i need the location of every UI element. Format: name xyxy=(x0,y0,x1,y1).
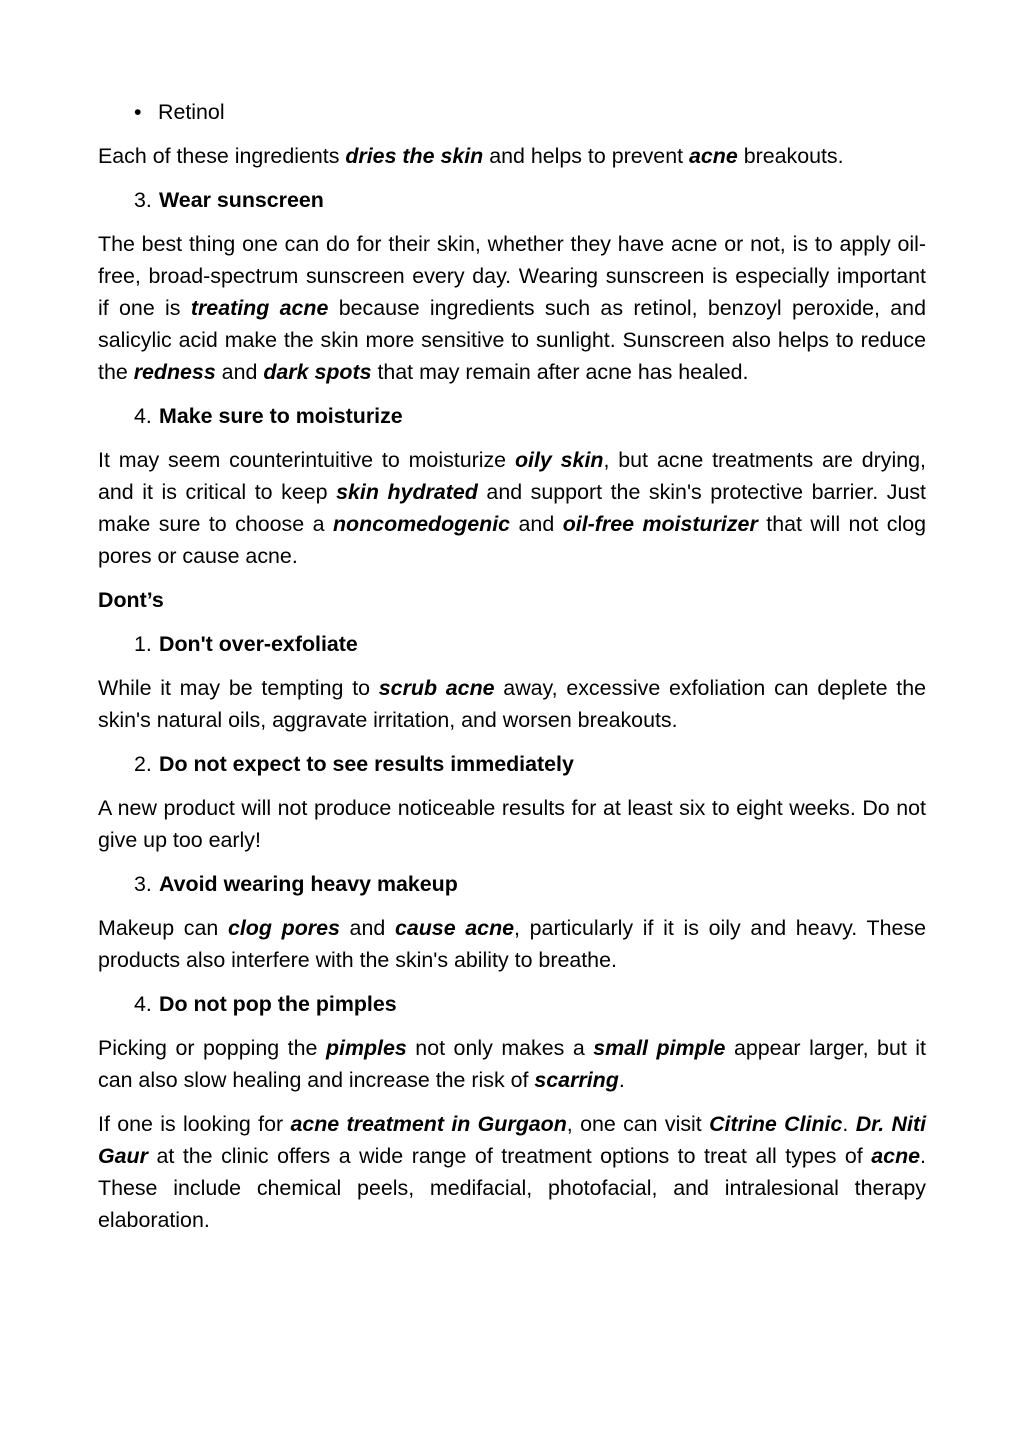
text-run: Makeup can xyxy=(98,916,228,940)
heading-title: Avoid wearing heavy makeup xyxy=(159,872,458,896)
numbered-heading-wear-sunscreen xyxy=(134,184,926,216)
bullet-list-item xyxy=(134,96,926,128)
text-run: breakouts. xyxy=(737,144,844,168)
emphasis-text: clog pores xyxy=(227,916,340,940)
text-run: . xyxy=(842,1112,856,1136)
emphasis-text: cause acne xyxy=(394,916,515,940)
text-run: It may seem counterintuitive to moisturize xyxy=(98,448,515,472)
text-run: and xyxy=(510,512,563,536)
emphasis-text: acne xyxy=(688,144,738,168)
heading-title: Do not pop the pimples xyxy=(159,992,397,1016)
numbered-heading-results xyxy=(134,748,926,780)
emphasis-text: oil-free moisturizer xyxy=(562,512,758,536)
emphasis-text: dries the skin xyxy=(345,144,484,168)
text-run: Picking or popping the xyxy=(98,1036,326,1060)
list-number: 4. xyxy=(134,404,152,428)
bullet-text: Retinol xyxy=(158,100,225,124)
emphasis-text: Dr. Niti Gaur xyxy=(98,1112,927,1168)
text-run: . These include chemical peels, medifacial, photofacial, and intralesional therapy elaboration. xyxy=(98,1144,926,1232)
document-page xyxy=(98,96,926,1248)
numbered-heading-makeup xyxy=(134,868,926,900)
paragraph-makeup xyxy=(98,912,926,976)
emphasis-text: noncomedogenic xyxy=(332,512,511,536)
list-number: 1. xyxy=(134,632,152,656)
text-run: and xyxy=(339,916,395,940)
text-run: not only makes a xyxy=(406,1036,594,1060)
paragraph-clinic xyxy=(98,1108,926,1236)
paragraph-sunscreen xyxy=(98,228,926,388)
emphasis-text: small pimple xyxy=(593,1036,726,1060)
emphasis-text: dark spots xyxy=(263,360,372,384)
text-run: , but acne treatments are drying, and it is critical to keep xyxy=(98,448,926,504)
text-run: because ingredients such as retinol, benzoyl peroxide, and salicylic acid make the skin more sensitive to sunlight. Sunscreen also helps to reduce the xyxy=(98,296,926,384)
text-run: appear larger, but it can also slow healing and increase the risk of xyxy=(98,1036,926,1092)
emphasis-text: redness xyxy=(133,360,216,384)
bullet-icon: • xyxy=(134,100,142,124)
list-number: 2. xyxy=(134,752,152,776)
emphasis-text: acne treatment in Gurgaon xyxy=(290,1112,567,1136)
emphasis-text: scrub acne xyxy=(378,676,495,700)
text-run: at the clinic offers a wide range of treatment options to treat all types of xyxy=(147,1144,872,1168)
list-number: 4. xyxy=(134,992,152,1016)
text-run: , particularly if it is oily and heavy. These products also interfere with the skin's ability to breathe. xyxy=(98,916,926,972)
text-run: While it may be tempting to xyxy=(98,676,379,700)
emphasis-text: pimples xyxy=(325,1036,407,1060)
text-run: If one is looking for xyxy=(98,1112,291,1136)
numbered-heading-pimples xyxy=(134,988,926,1020)
text-run: The best thing one can do for their skin, whether they have acne or not, is to apply oil-free, broad-spectrum sunscreen every day. Wearing sunscreen is especially important if one is xyxy=(98,232,926,320)
text-run: that may remain after acne has healed. xyxy=(371,360,749,384)
paragraph-results: A new product will not produce noticeable results for at least six to eight weeks. Do not give up too early! xyxy=(98,796,926,852)
emphasis-text: Citrine Clinic xyxy=(709,1112,843,1136)
emphasis-text: acne xyxy=(871,1144,921,1168)
emphasis-text: treating acne xyxy=(190,296,329,320)
numbered-heading-moisturize xyxy=(134,400,926,432)
paragraph-exfoliate xyxy=(98,672,926,736)
list-number: 3. xyxy=(134,872,152,896)
text-run: and xyxy=(215,360,264,384)
section-heading-donts: Dont’s xyxy=(98,588,164,612)
paragraph-moisturize xyxy=(98,444,926,572)
emphasis-text: oily skin xyxy=(514,448,604,472)
text-run: Each of these ingredients xyxy=(98,144,346,168)
emphasis-text: scarring xyxy=(534,1068,619,1092)
paragraph-pimples xyxy=(98,1032,926,1096)
text-run: . xyxy=(618,1068,625,1092)
paragraph-ingredients xyxy=(98,140,926,172)
emphasis-text: skin hydrated xyxy=(336,480,478,504)
numbered-heading-over-exfoliate xyxy=(134,628,926,660)
text-run: and support the skin's protective barrier. Just make sure to choose a xyxy=(98,480,926,536)
text-run: , one can visit xyxy=(566,1112,710,1136)
text-run: that will not clog pores or cause acne. xyxy=(98,512,927,568)
heading-title: Don't over-exfoliate xyxy=(159,632,358,656)
heading-title: Do not expect to see results immediately xyxy=(159,752,574,776)
text-run: and helps to prevent xyxy=(483,144,689,168)
heading-title: Make sure to moisturize xyxy=(159,404,403,428)
heading-title: Wear sunscreen xyxy=(159,188,324,212)
list-number: 3. xyxy=(134,188,152,212)
text-run: away, excessive exfoliation can deplete the skin's natural oils, aggravate irritation, and worsen breakouts. xyxy=(98,676,926,732)
